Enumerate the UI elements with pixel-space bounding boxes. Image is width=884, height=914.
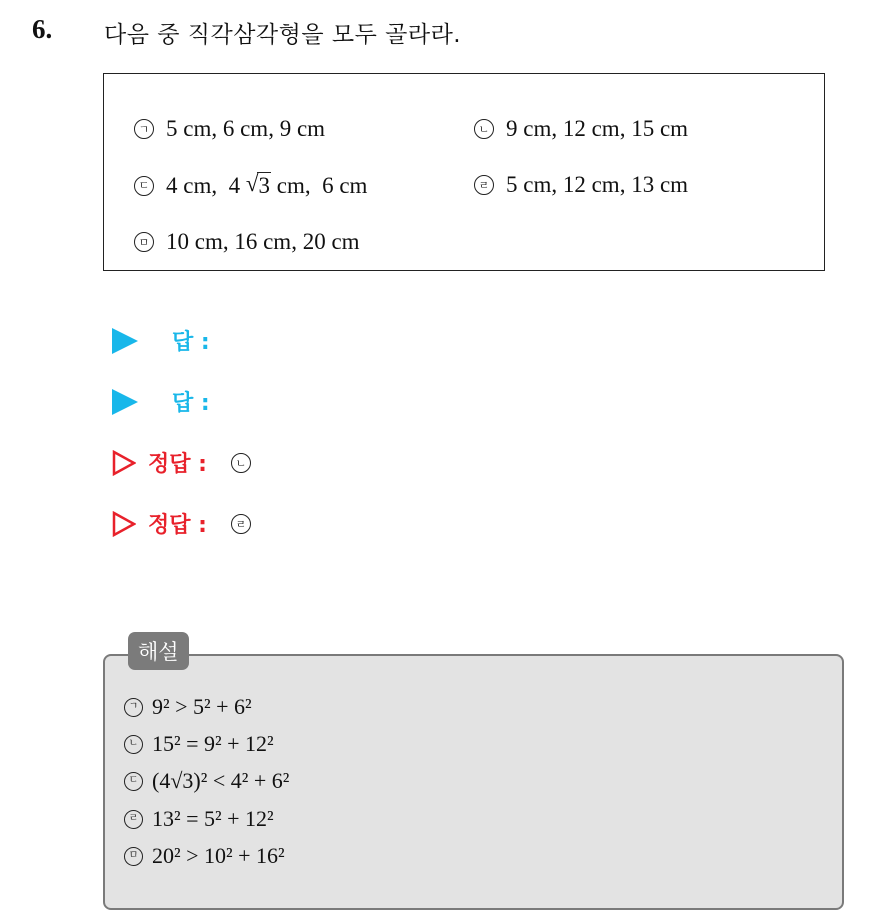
solution-expr: 15² = 9² + 12² [152, 731, 274, 756]
choice-text: 5 cm, 12 cm, 13 cm [506, 172, 689, 197]
solution-line-3 [124, 768, 289, 794]
solution-line-2 [124, 731, 274, 757]
correct-answer-label: 정답 : [148, 452, 207, 477]
solution-line-4 [124, 806, 274, 832]
choices-box [103, 73, 825, 271]
choice-mark: ㅁ [134, 232, 154, 252]
choice-text-post: cm, 6 cm [270, 172, 368, 198]
correct-answer-label: 정답 : [148, 513, 207, 538]
choice-mark: ㄹ [474, 175, 494, 195]
play-triangle-icon [112, 328, 138, 354]
choice-mark: ㄱ [134, 119, 154, 139]
correct-answer-row-1 [112, 447, 251, 478]
solution-expr: 13² = 5² + 12² [152, 806, 274, 831]
outline-triangle-icon [112, 450, 136, 476]
question-number: 6. [32, 14, 53, 44]
choice-mark: ㄷ [134, 176, 154, 196]
solution-expr: (4√3)² < 4² + 6² [152, 768, 290, 793]
choice-text-pre: 4 cm, 4 [166, 172, 246, 198]
solution-mark: ㄹ [124, 810, 143, 829]
choice-1 [134, 116, 325, 142]
answer-row-1 [112, 325, 210, 356]
question-text: 다음 중 직각삼각형을 모두 골라라. [104, 22, 462, 48]
solution-line-1 [124, 694, 252, 720]
sqrt-expression [246, 172, 271, 199]
choice-text: 5 cm, 6 cm, 9 cm [166, 116, 326, 141]
correct-answer-mark: ㄴ [231, 453, 251, 473]
choice-5 [134, 229, 360, 255]
choice-mark: ㄴ [474, 119, 494, 139]
solution-mark: ㄴ [124, 735, 143, 754]
solution-mark: ㅁ [124, 847, 143, 866]
answer-label: 답 : [172, 330, 210, 355]
choice-4 [474, 172, 688, 198]
radicand: 3 [258, 173, 270, 198]
choice-text: 10 cm, 16 cm, 20 cm [166, 229, 360, 254]
answer-label: 답 : [172, 391, 210, 416]
answer-row-2 [112, 386, 210, 417]
solution-expr: 20² > 10² + 16² [152, 843, 285, 868]
solution-line-5 [124, 843, 285, 869]
solution-mark: ㄱ [124, 698, 143, 717]
correct-answer-mark: ㄹ [231, 514, 251, 534]
solution-expr: 9² > 5² + 6² [152, 694, 252, 719]
choice-3 [134, 172, 367, 199]
radical-sign: √ [245, 171, 259, 196]
correct-answer-row-2 [112, 508, 251, 539]
outline-triangle-icon [112, 511, 136, 537]
play-triangle-icon [112, 389, 138, 415]
choice-text: 9 cm, 12 cm, 15 cm [506, 116, 689, 141]
choice-2 [474, 116, 688, 142]
solution-tab: 해설 [128, 632, 189, 670]
solution-mark: ㄷ [124, 772, 143, 791]
